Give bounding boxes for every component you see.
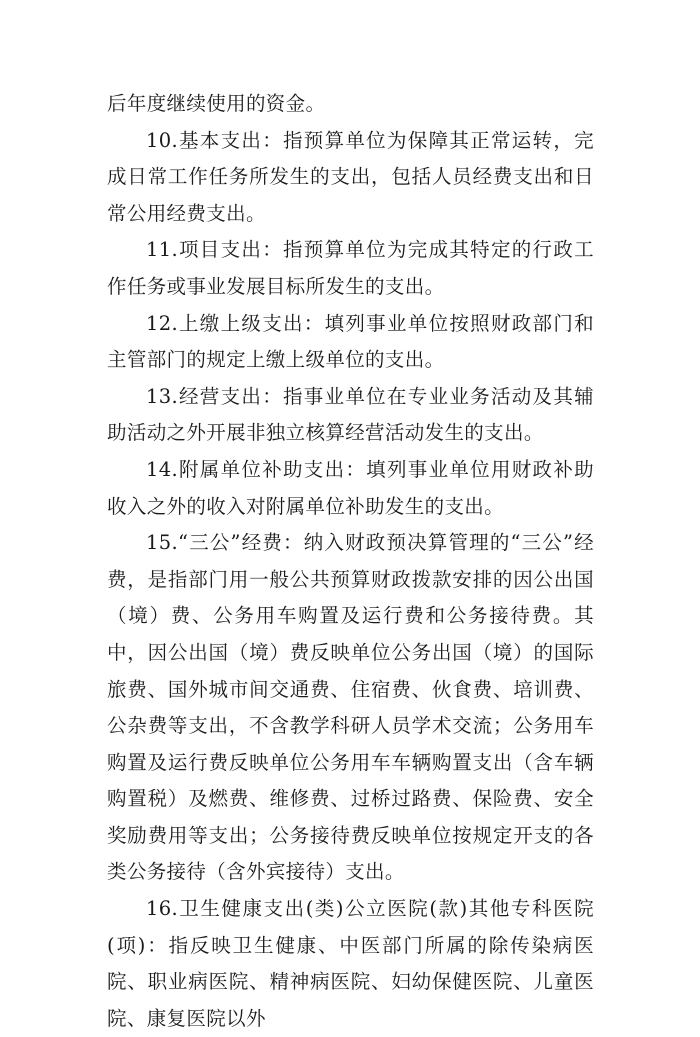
paragraph-operating-expenditure: 13.经营支出：指事业单位在专业业务活动及其辅助活动之外开展非独立核算经营活动发生的支出。 xyxy=(107,384,594,445)
paragraph-basic-expenditure: 10.基本支出：指预算单位为保障其正常运转，完成日常工作任务所发生的支出，包括人员经费支出和日常公用经费支出。 xyxy=(107,128,594,225)
paragraph-continuation: 后年度继续使用的资金。 xyxy=(107,92,326,115)
paragraph-upper-level-payment: 12.上缴上级支出：填列事业单位按照财政部门和主管部门的规定上缴上级单位的支出。 xyxy=(107,311,594,372)
paragraph-subsidiary-subsidy: 14.附属单位补助支出：填列事业单位用财政补助收入之外的收入对附属单位补助发生的支出。 xyxy=(107,457,594,518)
paragraph-health-expenditure: 16.卫生健康支出(类)公立医院(款)其他专科医院(项)：指反映卫生健康、中医部门所属的除传染病医院、职业病医院、精神病医院、妇幼保健医院、儿童医院、康复医院以外 xyxy=(107,897,594,1030)
paragraph-three-public-expenses: 15.“三公”经费：纳入财政预决算管理的“三公”经费，是指部门用一般公共预算财政拨款安排的因公出国（境）费、公务用车购置及运行费和公务接待费。其中，因公出国（境）费反映单位公务出国（境）的国际旅费、国外城市间交通费、住宿费、伙食费、培训费、公杂费等支出，不含教学科研人员学术交流；公务用车购置及运行费反映单位公务用车车辆购置支出（含车辆购置税）及燃费、维修费、过桥过路费、保险费、安全奖励费用等支出；公务接待费反映单位按规定开支的各类公务接待（含外宾接待）支出。 xyxy=(107,531,594,884)
paragraph-project-expenditure: 11.项目支出：指预算单位为完成其特定的行政工作任务或事业发展目标所发生的支出。 xyxy=(107,238,594,298)
